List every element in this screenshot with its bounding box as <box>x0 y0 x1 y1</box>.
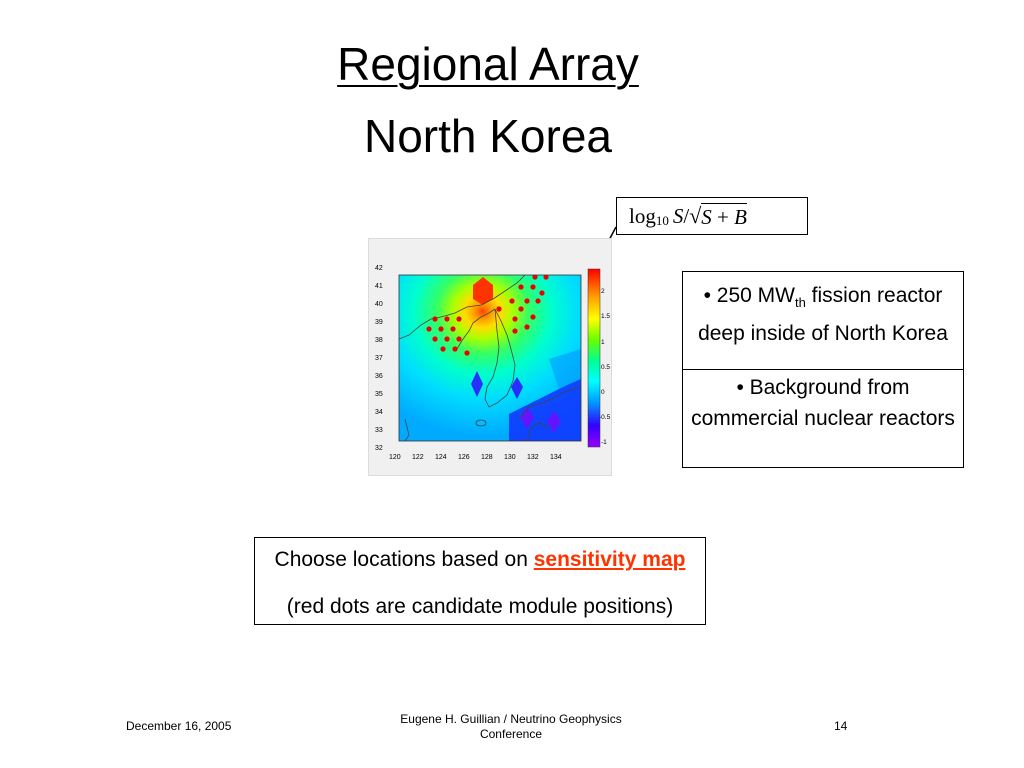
scale-tick: -0.5 <box>599 414 611 421</box>
color-scale-labels <box>599 288 611 446</box>
formula-box <box>616 197 808 235</box>
formula-signal-2: S <box>701 204 712 229</box>
map-x-tick: 122 <box>412 454 424 461</box>
info-box <box>682 271 964 468</box>
map-x-tick: 126 <box>458 454 470 461</box>
scale-tick: 0 <box>601 389 605 396</box>
footer-author-line1: Eugene H. Guillian / Neutrino Geophysics <box>400 712 622 726</box>
map-x-tick: 124 <box>435 454 447 461</box>
info-item-reactor-pre: • 250 MW <box>703 284 795 307</box>
sensitivity-map-plot <box>369 239 613 477</box>
info-item-reactor-post: fission reactor deep inside of North Korea <box>698 284 948 346</box>
scale-tick: 1 <box>601 339 605 346</box>
map-x-tick: 134 <box>550 454 562 461</box>
map-y-tick: 33 <box>375 427 383 434</box>
footer-author-line2: Conference <box>479 727 543 741</box>
formula-signal: S <box>672 203 684 228</box>
formula-radicand <box>701 203 747 230</box>
footer-author <box>380 712 642 742</box>
map-y-tick: 37 <box>375 355 383 362</box>
map-x-axis <box>389 454 562 461</box>
map-y-tick: 35 <box>375 391 383 398</box>
map-x-tick: 120 <box>389 454 401 461</box>
scale-tick: 0.5 <box>601 364 611 371</box>
slide-title: Regional Array <box>337 38 639 90</box>
caption-line2: (red dots are candidate module positions) <box>286 595 674 618</box>
scale-tick: 2 <box>601 288 605 295</box>
caption-text: Choose locations based on <box>274 548 534 571</box>
footer-date: December 16, 2005 <box>126 719 232 733</box>
info-item-reactor-sub: th <box>794 295 806 311</box>
map-y-tick: 40 <box>375 301 383 308</box>
scale-tick: -1 <box>601 439 607 446</box>
sensitivity-map-link[interactable]: sensitivity map <box>533 548 686 571</box>
formula-background: B <box>734 204 747 229</box>
info-item-reactor <box>683 280 963 368</box>
formula-plus: + <box>711 204 735 229</box>
slide-subtitle: North Korea <box>363 110 612 162</box>
map-y-tick: 32 <box>375 445 383 452</box>
info-item-background: • Background from commercial nuclear reactors <box>683 369 963 468</box>
map-y-tick: 36 <box>375 373 383 380</box>
map-x-tick: 132 <box>527 454 539 461</box>
map-x-tick: 128 <box>481 454 493 461</box>
map-y-tick: 34 <box>375 409 383 416</box>
map-y-tick: 39 <box>375 319 383 326</box>
formula-log: log <box>629 203 656 228</box>
scale-tick: 1.5 <box>601 313 611 320</box>
formula-sqrt-icon: √ <box>689 203 702 228</box>
map-y-tick: 38 <box>375 337 383 344</box>
footer-page-number: 14 <box>834 719 848 733</box>
formula-slash: / <box>683 203 690 228</box>
sensitivity-map <box>368 238 612 476</box>
caption-line1 <box>0 546 960 574</box>
formula-base: 10 <box>655 213 669 228</box>
map-y-tick: 41 <box>375 283 383 290</box>
map-y-tick: 42 <box>375 265 383 272</box>
map-y-axis <box>375 265 383 452</box>
map-x-tick: 130 <box>504 454 516 461</box>
